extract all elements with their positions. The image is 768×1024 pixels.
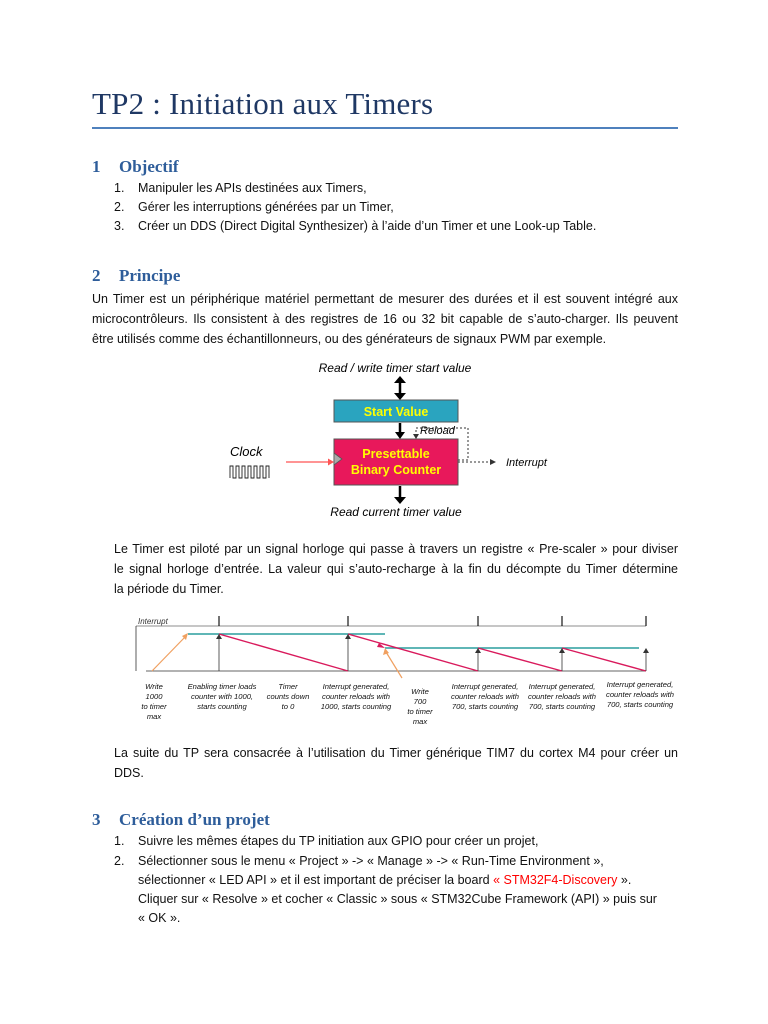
interrupt-axis-label: Interrupt <box>138 617 168 626</box>
clock-label: Clock <box>230 444 263 459</box>
annotation-line: Write <box>411 687 429 696</box>
annotation-line: Interrupt generated, <box>606 680 674 689</box>
step-text: ». <box>617 873 632 887</box>
section-title: Objectif <box>119 157 179 176</box>
section-heading-creation-projet <box>92 810 270 830</box>
svg-text:counts down <box>267 692 310 701</box>
start-value-label: Start Value <box>363 405 429 419</box>
counter-label-line2: Binary Counter <box>350 463 442 477</box>
svg-text:Interrupt generated, <box>323 682 390 691</box>
annotation-line: 1000 <box>145 692 163 701</box>
annotation-line: 700, starts counting <box>606 700 674 709</box>
reload-label: Reload <box>420 425 455 437</box>
svg-text:700, starts counting <box>529 702 596 711</box>
paragraph-line: la période du Timer. <box>114 582 224 596</box>
paragraph-line: Un Timer est un périphérique matériel permettant de mesurer des durées et il est souvent intégré aux <box>92 292 678 306</box>
section-title: Principe <box>119 266 181 285</box>
paragraph-prescaler <box>114 539 678 599</box>
list-item: 3. Créer un DDS (Direct Digital Synthesizer) à l’aide d’un Timer et une Look-up Table. <box>114 219 597 233</box>
list-item-text: Créer un DDS (Direct Digital Synthesizer) à l’aide d’un Timer et une Look-up Table. <box>138 219 597 233</box>
annotation-line: to timer <box>407 707 433 716</box>
step-text: Cliquer sur « Resolve » et cocher « Classic » sous « STM32Cube Framework (API) » puis sur <box>138 892 657 906</box>
svg-text:Write <box>145 682 163 691</box>
step-line <box>138 852 604 871</box>
svg-text:700, starts counting <box>607 700 674 709</box>
annotation-line: Write <box>145 682 163 691</box>
annotation-line: counter reloads with <box>528 692 596 701</box>
annotation-line: counter reloads with <box>606 690 674 699</box>
list-item: 1. Manipuler les APIs destinées aux Timers, <box>114 181 367 195</box>
annotation-line: 700, starts counting <box>451 702 519 711</box>
svg-text:counter reloads with <box>606 690 674 699</box>
list-item-text: Manipuler les APIs destinées aux Timers, <box>138 181 367 195</box>
svg-text:max <box>147 712 163 721</box>
step-line <box>138 890 657 909</box>
step-text: Sélectionner sous le menu « Project » -> « Manage » -> « Run-Time Environment », <box>138 854 604 868</box>
svg-text:Timer <box>278 682 298 691</box>
clock-waveform-icon <box>230 466 269 478</box>
paragraph-tim7 <box>114 743 678 783</box>
annotation-line: Interrupt generated, <box>322 682 390 691</box>
svg-text:1000, starts counting <box>321 702 392 711</box>
read-current-label: Read current timer value <box>330 505 462 519</box>
annotation-line: starts counting <box>197 702 247 711</box>
step-number: 2. <box>114 854 125 868</box>
svg-text:counter reloads with <box>451 692 519 701</box>
svg-text:Interrupt generated, <box>607 680 674 689</box>
annotation-line: to 0 <box>281 702 295 711</box>
annotation-line: counter reloads with <box>322 692 390 701</box>
annotation-line: max <box>412 717 428 726</box>
annotation-line: counter reloads with <box>451 692 519 701</box>
step-line <box>138 871 631 890</box>
svg-text:700 <box>414 697 427 706</box>
section-heading-objectif <box>92 157 178 177</box>
step-text: sélectionner « LED API » et il est important de préciser la board <box>138 873 494 887</box>
annotation-line: Interrupt generated, <box>528 682 596 691</box>
svg-text:counter with 1000, <box>191 692 253 701</box>
section-heading-principe <box>92 266 180 286</box>
timer-block-diagram <box>220 356 570 524</box>
paragraph-line: microcontrôleurs. Ils consistent à des registres de 16 ou 32 bit capable de s’auto-charger. Ils peuvent <box>92 312 678 326</box>
step-line <box>138 909 180 928</box>
section-number: 2 <box>92 266 101 285</box>
paragraph-line: Le Timer est piloté par un signal horloge qui passe à travers un registre « Pre-scaler » pour diviser <box>114 542 678 556</box>
annotation-line: Interrupt generated, <box>451 682 519 691</box>
annotation-line: Timer <box>278 682 298 691</box>
timer-timing-diagram <box>134 614 684 726</box>
annotation-line: to timer <box>141 702 167 711</box>
svg-text:to timer <box>141 702 167 711</box>
annotation-line: counter with 1000, <box>190 692 254 701</box>
annotation-line: counts down <box>266 692 310 701</box>
paragraph-line: La suite du TP sera consacrée à l’utilisation du Timer générique TIM7 du cortex M4 pour créer un <box>114 746 678 760</box>
paragraph-intro <box>92 289 678 349</box>
page-title: TP2 : Initiation aux Timers <box>92 86 434 121</box>
binary-counter-box <box>334 439 458 485</box>
list-item: 2. Gérer les interruptions générées par un Timer, <box>114 200 394 214</box>
title-underline <box>92 127 678 129</box>
svg-text:to 0 <box>282 702 295 711</box>
counter-label-line1: Presettable <box>362 447 430 461</box>
svg-text:Enabling timer loads <box>188 682 257 691</box>
svg-text:700, starts counting <box>452 702 519 711</box>
svg-text:Write <box>411 687 429 696</box>
step-text: Suivre les mêmes étapes du TP initiation aux GPIO pour créer un projet, <box>138 834 539 848</box>
annotation-line: Enabling timer loads <box>187 682 257 691</box>
read-write-label: Read / write timer start value <box>318 361 472 375</box>
step-line <box>138 832 538 851</box>
section-title: Création d’un projet <box>119 810 270 829</box>
section-number: 1 <box>92 157 101 176</box>
svg-text:starts counting <box>197 702 247 711</box>
annotation-line: 700 <box>413 697 427 706</box>
svg-text:counter reloads with <box>322 692 390 701</box>
interrupt-label: Interrupt <box>506 457 547 469</box>
paragraph-line: DDS. <box>114 766 144 780</box>
step-text: « OK ». <box>138 911 181 925</box>
list-item-text: Gérer les interruptions générées par un Timer, <box>138 200 394 214</box>
svg-text:Interrupt generated, <box>452 682 519 691</box>
svg-text:max <box>413 717 429 726</box>
svg-text:counter reloads with <box>528 692 596 701</box>
section-number: 3 <box>92 810 101 829</box>
svg-text:Interrupt generated, <box>529 682 596 691</box>
annotation-line: 700, starts counting <box>528 702 596 711</box>
annotation-line: 1000, starts counting <box>320 702 392 711</box>
svg-text:1000 <box>146 692 164 701</box>
paragraph-line: le signal horloge d’entrée. La valeur qui s’auto-recharge à la fin du décompte du Timer détermine <box>114 562 678 576</box>
board-name-highlight: « STM32F4-Discovery <box>493 873 618 887</box>
step-number: 1. <box>114 834 125 848</box>
paragraph-line: être utilisés comme des échantillonneurs, ou des générateurs de signaux PWM par exemple. <box>92 332 607 346</box>
annotation-line: max <box>146 712 162 721</box>
svg-text:to timer <box>407 707 433 716</box>
